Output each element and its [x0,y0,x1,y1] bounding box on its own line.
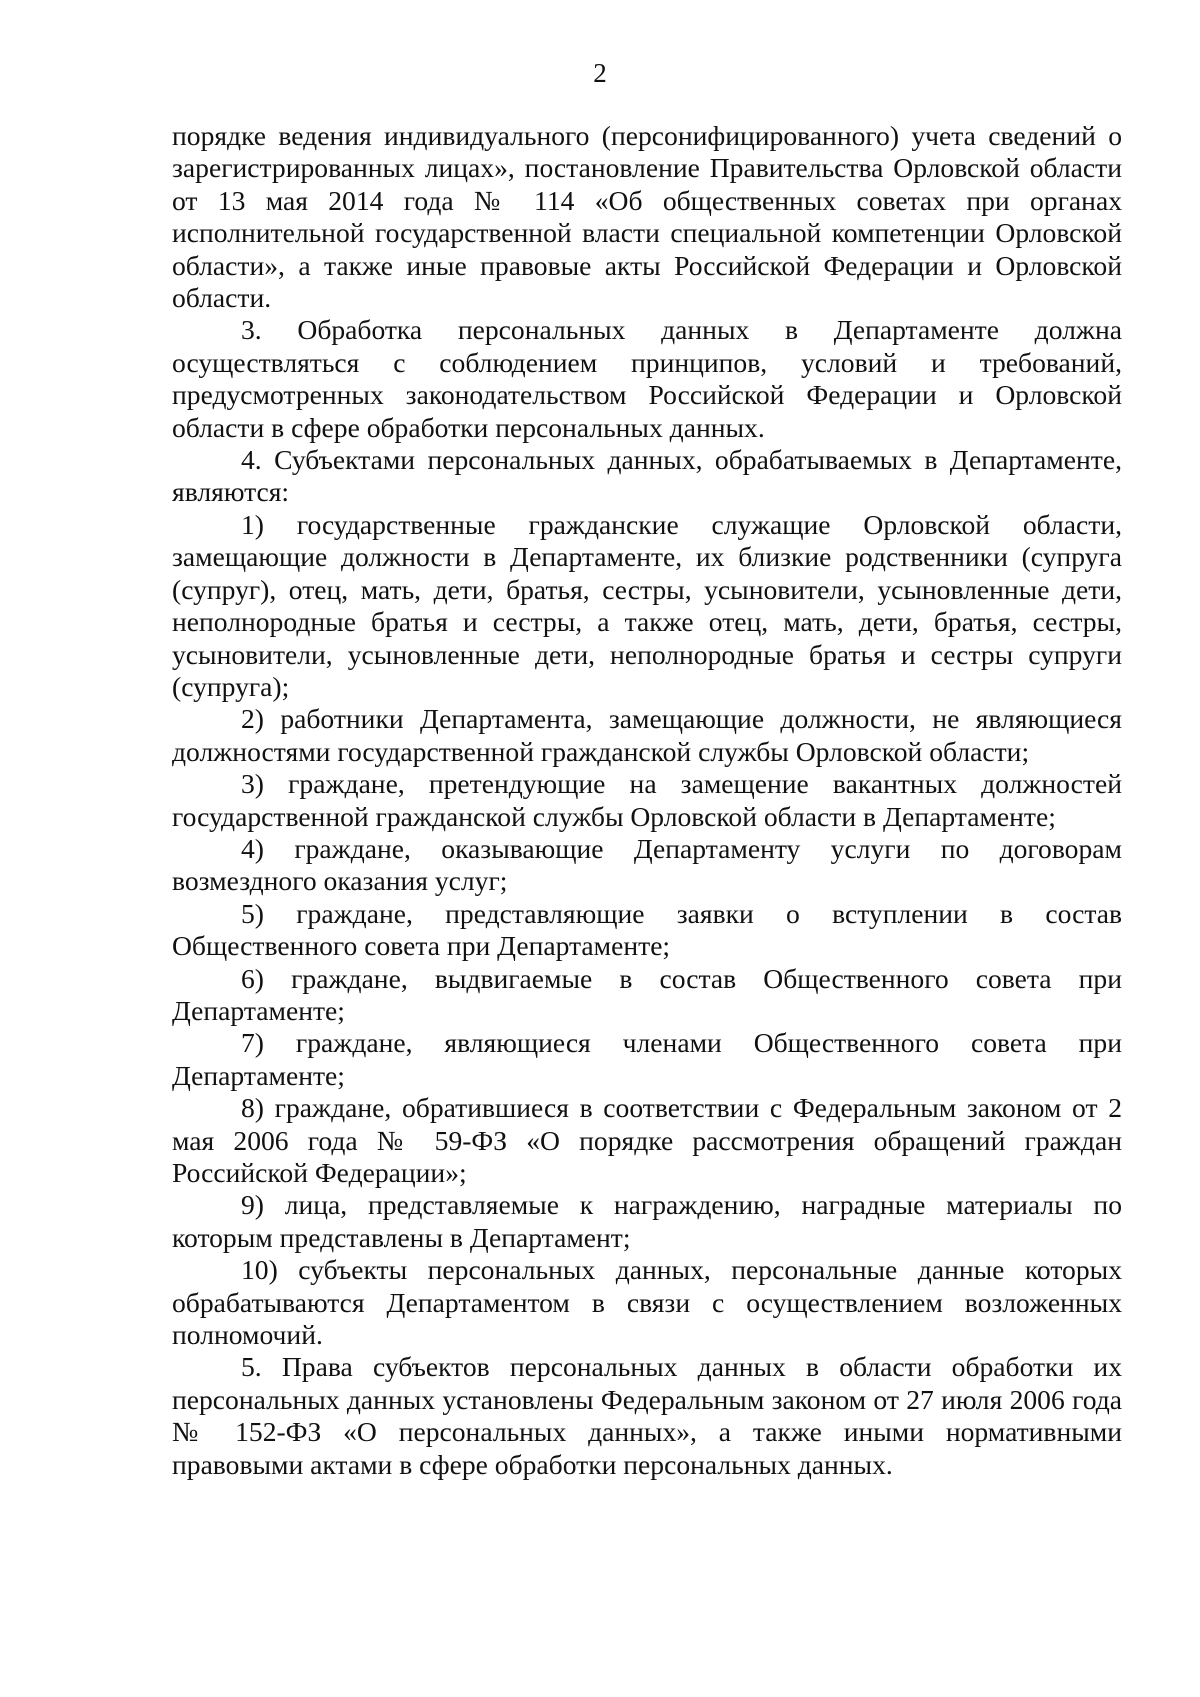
paragraph-item-5: 5. Права субъектов персональных данных в области обработки их персональных данных установлены Федеральным законом от 27 июля 2006 года № 152-ФЗ «О персональных данных», а также иными нормативными правовыми актами в сфере обработки персональных данных. [172,1351,1122,1480]
list-item-8: 8) граждане, обратившиеся в соответствии с Федеральным законом от 2 мая 2006 года № 59-ФЗ «О порядке рассмотрения обращений граждан Российской Федерации»; [172,1092,1122,1188]
list-item-5: 5) граждане, представляющие заявки о вступлении в состав Общественного совета при Департаменте; [172,897,1122,962]
page-number: 2 [593,58,607,88]
paragraph-item-4: 4. Субъектами персональных данных, обрабатываемых в Департаменте, являются: [172,444,1122,508]
paragraph-continuation: порядке ведения индивидуального (персонифицированного) учета сведений о зарегистрированных лицах», постановление Правительства Орловской области от 13 мая 2014 года № 114 «Об общественных советах при органах исполнительной государственной власти специальной компетенции Орловской области», а также иные правовые акты Российской Федерации и Орловской области. [172,120,1122,314]
document-body [172,120,1122,1481]
list-item-10: 10) субъекты персональных данных, персональные данные которых обрабатываются Департаментом в связи с осуществлением возложенных полномочий. [172,1254,1122,1351]
list-item-1: 1) государственные гражданские служащие Орловской области, замещающие должности в Департаменте, их близкие родственники (супруга (супруг), отец, мать, дети, братья, сестры, усыновители, усыновленные дети, неполнородные братья и сестры, а также отец, мать, дети, братья, сестры, усыновители, усыновленные дети, неполнородные братья и сестры супруги (супруга); [172,508,1122,702]
paragraph-item-3: 3. Обработка персональных данных в Департаменте должна осуществляться с соблюдением принципов, условий и требований, предусмотренных законодательством Российской Федерации и Орловской области в сфере обработки персональных данных. [172,314,1122,443]
list-item-7: 7) граждане, являющиеся членами Общественного совета при Департаменте; [172,1027,1122,1091]
list-item-3: 3) граждане, претендующие на замещение вакантных должностей государственной гражданской службы Орловской области в Департаменте; [172,768,1122,832]
list-item-9: 9) лица, представляемые к награждению, наградные материалы по которым представлены в Департамент; [172,1189,1122,1253]
list-item-2: 2) работники Департамента, замещающие должности, не являющиеся должностями государственной гражданской службы Орловской области; [172,703,1122,767]
list-item-4: 4) граждане, оказывающие Департаменту услуги по договорам возмездного оказания услуг; [172,832,1122,897]
list-item-6: 6) граждане, выдвигаемые в состав Общественного совета при Департаменте; [172,962,1122,1026]
